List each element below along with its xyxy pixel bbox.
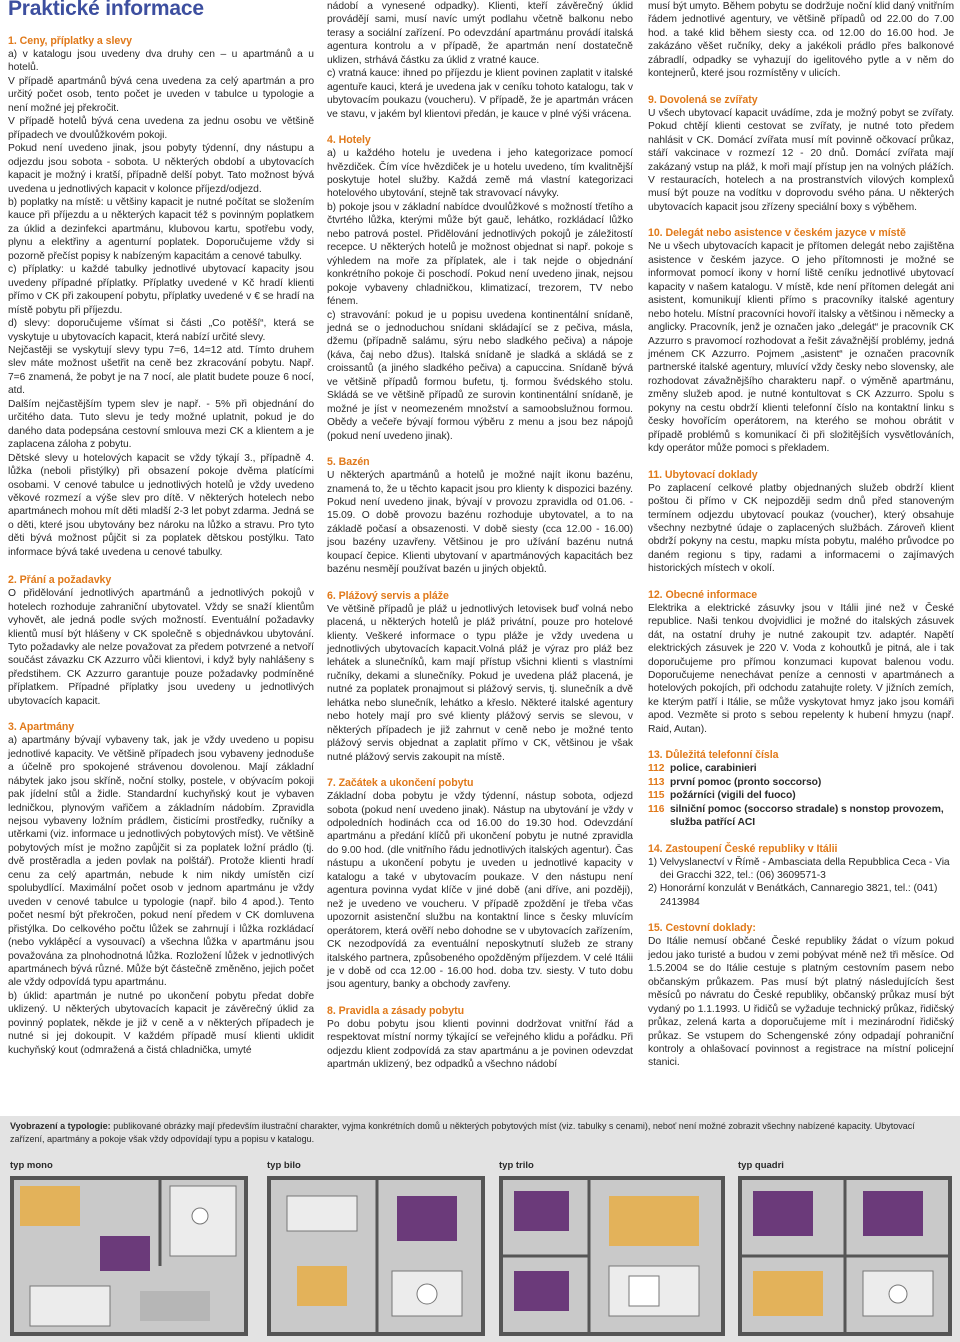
floor-plan-quadri bbox=[738, 1176, 952, 1336]
paragraph: U všech ubytovací kapacit uvádíme, zda je možný pobyt se zvířaty. Pokud chtějí klienti cestovat se zvířaty, je nutné toto předem nahlásit v CK. Domácí zvířata musí mít povinně očkovací průkaz, stáří vakcinace v rozmezí 12 - 20 dnů. Domácí zvířata mají zakázaný vstup na pláž, k moři mají přístup jen na volných plážích. V restauracích, hotelech a na prostranstvích vilových komplexů musí být pouze na vodítku v doprovodu svého pána. U některých ubytovacích kapacit jsou zřízeny speciální boxy s výběhem. bbox=[648, 107, 954, 213]
paragraph: 1) Velvyslanectví v Římě - Ambasciata della Repubblica Ceca - Via dei Gracchi 322, tel.: (06) 3609571-3 bbox=[648, 856, 950, 882]
paragraph: Po dobu pobytu jsou klienti povinni dodržovat vnitřní řád a respektovat místní normy týkající se veřejného klidu a pořádku. Při odjezdu klient zodpovídá za stav apartmánu a je povinen odevzdat apartmán uklizený, bez odpadků a všechno nádobí bbox=[327, 1018, 633, 1071]
paragraph: Nejčastěji se vyskytují slevy typu 7=6, 14=12 atd. Tímto druhem slev máte možnost ušetřit na ceně bez zkracování pobytu. Např. 7=6 znamená, že pobyt je na 7 nocí, ale platit budete pouze 6 nocí, atd. bbox=[8, 344, 314, 397]
phone-number: 116 bbox=[648, 803, 665, 815]
floor-plan-trilo-image bbox=[499, 1176, 725, 1336]
phone-item bbox=[648, 776, 954, 789]
column-2 bbox=[327, 0, 633, 1072]
heading-general: 12. Obecné informace bbox=[648, 588, 758, 601]
paragraph: V případě hotelů bývá cena uvedena za jednu osobu ve většině případech ve dvoulůžkovém pokoji. bbox=[8, 116, 314, 141]
paragraph: musí být umyto. Během pobytu se dodržuje noční klid daný vnitřním řádem jednotlivé agentury, ve většině případů od 22.00 do 7.00 hod. a také klid během siesty cca. od 12.00 do 16.00 hod. Je zakázáno věšet ručníky, deky a jakékoli prádlo přes balkonové zábradlí, odpadky se vyhazují do igelitového pytle a v něm do kontejnerů, které jsou rozmístěny v ulicích. bbox=[648, 1, 954, 80]
floor-plan-trilo bbox=[499, 1176, 725, 1336]
footnote-bold: Vyobrazení a typologie: bbox=[10, 1121, 111, 1131]
heading-hotels: 4. Hotely bbox=[327, 134, 371, 147]
heading-pool: 5. Bazén bbox=[327, 456, 370, 469]
heading-phones: 13. Důležitá telefonní čísla bbox=[648, 749, 779, 762]
paragraph: c) příplatky: u každé tabulky jednotlivé ubytovací kapacity jsou uvedeny případné příplatky. Příplatky uvedené v Kč hradí klienti přímo v CK při zakoupení pobytu, příplatky uvedené v € se hradí na místě pobytu při příjezdu. bbox=[8, 264, 314, 316]
paragraph: a) v katalogu jsou uvedeny dva druhy cen – u apartmánů a u hotelů. bbox=[8, 49, 314, 74]
paragraph: 2) Honorární konzulát v Benátkách, Cannaregio 3821, tel.: (041) 2413984 bbox=[648, 883, 938, 908]
plan-label-quadri: typ quadri bbox=[738, 1160, 784, 1171]
paragraph: a) apartmány bývají vybaveny tak, jak je vždy uvedeno u popisu jednotlivé kapacity. Ve většině případech jsou vybaveny jednoduše a účelně pro spokojené strávenou dovolenou. Mají základní nábytek jako jsou skříně, noční stolky, postele, v obývacím pokoji pak jídelní stůl a židle. Standardní kuchyňský kout je vybaven ledničkou, plynovým vařičem a základním nádobím. Zpravidla nejsou vybaveny ložním prádlem, čisticími prostředky, ručníky a utěrkami (viz. informace u jednotlivých pobytových míst). Ve většině pobytových míst je možno zapůjčit si za poplatek ložní prádlo (tj. dvě prostěradla a jeden povlak na polštář). Protože klienti hradí cenu za celý apartmán, nebude k nim nikdy umístěn cizí spolubydlící. Maximální počet osob v jednom apartmánu je vždy uveden v cenové tabulce u typologie (např. bilo 4 apod.). Tento počet nesmí být překročen, pokud není předem v CK domluvena přistýlka. Do celkového počtu lůžek se zahrnují i lůžka rozkládací (nebo vyklápěcí a vysouvací) a všechna lůžka v apartmánu jsou považována za plnohodnotná lůžka. Rozložení lůžek v jednotlivých apartmánech bývá různé. Může být částečně změněno, jejich počet ale vždy odpovídá typu apartmánu. bbox=[8, 735, 314, 989]
footnote-text: publikované obrázky mají především ilustrační charakter, vyjma konkrétních domů u některých pobytových míst (viz. tabulky s cenami), neboť není možné zobrazit všechny nabízené kapacity. Ubytovací zařízení, apartmány a pokoje však vždy odpovídají typu a popisu v katalogu. bbox=[10, 1121, 915, 1144]
column-1 bbox=[8, 34, 314, 1057]
heading-apartments: 3. Apartmány bbox=[8, 721, 75, 734]
heading-documents: 11. Ubytovací doklady bbox=[648, 468, 758, 481]
paragraph: Ne u všech ubytovacích kapacit je přítomen delegát nebo zajištěna asistence v českém jazyce. O jeho přítomnosti je možné se informovat pomocí ikony v horní liště ceníku jednotlivé ubytovací kapacity v našem katalogu. V místě, kde není přítomen delegát ani asistent, komunikují klienti přímo s pracovníky italské agentury nebo hotelu. Místní pracovníci hovoří italsky a většinou i německy a anglicky. Pracovník, jenž je označen jako „delegát“ je pracovník CK Azzurro s pravomocí rozhodovat a řešit závažnější problémy, jedná jménem CK Azzurro. Pojmem „asistent“ je označen pracovník partnerské italské agentury, mluvící vždy česky nebo slovensky, ale rozhodovat závažnějšího charakteru např. o výměně apartmánu, změny služeb apod. je nutné kontultovat s CK Azzurro. Spolu s pokyny na cestu obdrží klienti telefonní číslo na kontaktní linku s česky hovořícím operátorem, na kterého se mohou obrátit v případě problémů s komunikací či při složitějších vysvětlováních, kdy operátor může pomoci s překladem. bbox=[648, 241, 954, 455]
paragraph: Elektrika a elektrické zásuvky jsou v Itálii jiné než v České republice. Naši tenkou dvojvidlici je možné do italských zásuvek dát, na ostatní druhy je nutné zakoupit tzv. adaptér. Napětí elektrických zásuvek je 220 V. Voda z kohoutků je pitná, ale i tak doporučujeme pro přímou konzumaci kupovat balenou vodu. Doporučujeme nenechávat peníze a cennosti v apartmánech a hotelových pokojích, při odchodu zatahujte rolety. V jižních zemích, ke kterým patří i Itálie, se může vyskytovat hmyz jako jsou komáři apod. Vezměte si proto s sebou repelenty k hubení hmyzu (např. Raid, Autan). bbox=[648, 602, 954, 735]
phone-label: požárníci (vigili del fuoco) bbox=[670, 790, 796, 802]
paragraph: Ve většině případů je pláž u jednotlivých letovisek buď volná nebo placená, u některých hotelů je pláž privátní, pouze pro hotelové klienty. Veškeré informace o typu pláže je vždy uvedena u jednotlivých ubytovacích kapacit.Volná pláž je výraz pro pláž bez lehátek a slunečníků, kam mají přístup všichni klienti s vlastními ručníky, dekami a slunečníky. Pokud je uvedena pláž placená, je nutné za poplatek pronajmout si plážový servis, tj. slunečník a dvě lehátka nebo slunečník, lehátko a křeslo. Některé italské agentury nebo hotely mají pro své klienty plážový servis se slevou, v některých případech je již zahrnut v ceně nebo je možné tento plážový servis objednat a zaplatit přímo v CK, většinou je však nutné plážový servis zakoupit na místě. bbox=[327, 603, 633, 763]
floor-plan-mono bbox=[10, 1176, 248, 1336]
plan-label-bilo: typ bilo bbox=[267, 1160, 301, 1171]
heading-stay-start-end: 7. Začátek a ukončení pobytu bbox=[327, 777, 474, 790]
heading-pets: 9. Dovolená se zvířaty bbox=[648, 93, 758, 106]
phone-label: silniční pomoc (soccorso stradale) s nonstop provozem, služba patřící ACI bbox=[670, 803, 944, 829]
heading-travel-docs: 15. Cestovní doklady: bbox=[648, 922, 756, 935]
phone-label: první pomoc (pronto soccorso) bbox=[670, 776, 822, 788]
heading-rules: 8. Pravidla a zásady pobytu bbox=[327, 1004, 465, 1017]
floor-plan-mono-image bbox=[10, 1176, 248, 1336]
plan-label-mono: typ mono bbox=[10, 1160, 53, 1171]
footnote bbox=[10, 1120, 950, 1145]
heading-embassy: 14. Zastoupení České republiky v Itálii bbox=[648, 842, 838, 855]
heading-prices: 1. Ceny, příplatky a slevy bbox=[8, 35, 132, 47]
phone-item bbox=[648, 803, 954, 830]
paragraph: nádobí a vynesené odpadky). Klienti, kteří závěrečný úklid provádějí sami, musí navíc umýt podlahu včetně balkonu nebo terasy a sociální zařízení. Po odevzdání apartmánu provádí italská agentura kontrolu a v případě, že apartmán není dostatečně uklizen, strhává částku za úklid z vratné kauce. bbox=[327, 1, 633, 66]
paragraph: b) poplatky na místě: u většiny kapacit je nutné počítat se složením kauce při příjezdu a u některých kapacit též s povinným poplatkem za úklid a dezinfekci apartmánu, klubovou kartu, spotřebu vody, plynu a elektřiny a agenturní poplatek. Doporučujeme vždy si pozorně přečíst popisy k nabízeným kapacitám a cenové tabulky. bbox=[8, 196, 314, 262]
floor-plan-bilo bbox=[267, 1176, 485, 1336]
phone-number: 113 bbox=[648, 776, 665, 788]
paragraph: d) slevy: doporučujeme všímat si části „Co potěší“, která se vyskytuje u ubytovacích kapacit, která nabízí určité slevy. bbox=[8, 318, 314, 343]
paragraph: Dětské slevy u hotelových kapacit se vždy týkají 3., případně 4. lůžka (neboli přistýlky) při obsazení pokoje dvěma platícími osobami. V cenové tabulce u jednotlivých hotelů je vždy uvedeno věkové rozmezí a výše slev pro dítě. V některých hotelech nebo apartmánech mohou mít děti mladší 2-3 let pobyt zdarma. Jedná se o děti, které jsou ubytovány bez nároku na lůžko a stravu. Pro tyto děti bývá možnost půjčit si za poplatek dětskou postýlku. Tato informace bývá také uvedena u cenové tabulky. bbox=[8, 452, 314, 558]
paragraph: O přidělování jednotlivých apartmánů a jednotlivých pokojů v hotelech rozhoduje zahraniční ubytovatel. Vždy se snaží klientům vyhovět, ale jedná podle svých možností. Eventuální požadavky klientů musí být hlášeny v CK společně s objednávkou ubytování. Tyto požadavky ale nelze považovat za předem potvrzené a netvoří součást závazku CK Azzurro vůči klientovi, i když byly nahlášeny s předstihem. CK Azzurro garantuje pouze požadavky podmíněné příplatkem. Případné příplatky jsou uvedeny u jednotlivých ubytovacích kapacit. bbox=[8, 588, 314, 707]
paragraph: Základní doba pobytu je vždy týdenní, nástup sobota, odjezd sobota (pokud není uvedeno jinak). Nástup na ubytování je vždy v odpoledních hodinách cca od 16.00 do 19.30 hod. Odevzdání apartmánu a předání klíčů při ukončení pobytu je nutné zpravidla do 9.00 hod. (dle vnitřního řádu jednotlivých italských agentur). Čas nástupu a ukončení pobytu je uveden u jednotlivé kapacity v katalogu a také v ubytovacím poukaze. V den nástupu není agentura povinna vydat klíče v jiné době (ani dříve, ani později), než je uvedeno ve voucheru. V případě zpoždění je třeba včas upozornit asistenční službu na kontaktní lince s česky mluvícím operátorem, která ověří nebo dohodne se v ubytovacích zařízením, CK nezodpovídá za eventuální neposkytnutí služeb ze strany italského partnera, způsobeného opožděným příjezdem. V celé Itálii je v době od cca 12.00 - 16.00 hod. doba tzv. siesty. V tuto dobu jsou agentury, banky a obchody zavřeny. bbox=[327, 791, 633, 991]
phone-number: 115 bbox=[648, 790, 665, 802]
floor-plan-quadri-image bbox=[738, 1176, 952, 1336]
paragraph: c) stravování: pokud je u popisu uvedena kontinentální snídaně, jedná se o jednoduchou snídani skládající se z pečiva, másla, džemu (případně salámu, sýru nebo sladkého pečiva) a nápoje (káva, čaj nebo džus). Italská snídaně je sladká a skládá se z croissantů (a jiného sladkého pečiva) a capuccina. Snídaně bývá ve většině případů formou bufetu, tj. formou švédského stolu. Skládá se ve většině případů ze surovin kontinentální snídaně, je možné je jíst v neomezeném množství a samoobslužnou formou. Obědy a večeře bývají formou výběru z menu a jsou bez nápojů (pokud není uvedeno jinak). bbox=[327, 309, 633, 442]
paragraph: b) úklid: apartmán je nutné po ukončení pobytu předat dobře uklizený. U některých ubytovacích kapacit je závěrečný úklid za povinný poplatek, někde je již v ceně a v některých případech je nutné si jej dokoupit. V každém případě musí klienti uklidit kuchyňský kout (odmražená a čistá chladnička, umyté bbox=[8, 990, 314, 1056]
page-title: Praktické informace bbox=[8, 0, 204, 20]
paragraph: Pokud není uvedeno jinak, jsou pobyty týdenní, dny nástupu a odjezdu jsou sobota - sobota. U některých období a ubytovacích kapacit je možný i kratší, případně delší pobyt. Tato možnost bývá uvedena u jednotlivých kapacit v kolonce příjezd/odjezd. bbox=[8, 143, 314, 195]
paragraph: V případě apartmánů bývá cena uvedena za celý apartmán a pro určitý počet osob, tento počet je uveden v tabulce u typologie a není možné jej překročit. bbox=[8, 75, 314, 114]
paragraph: b) pokoje jsou v základní nabídce dvoulůžkové s možností třetího a čtvrtého lůžka, kterými může být gauč, lehátko, rozkládací lůžko nebo patrová postel. Přidělování jednotlivých pokojů je záležitostí recepce. U některých hotelů je možnost objednat si např. pokoje s výhledem na moře za příplatek, ale i tak nejde o objednání konkrétního pokoje či poschodí. Pokud není uvedeno jinak, nejsou pokoje vybaveny chladničkou, klimatizací, trezorem, TV nebo fénem. bbox=[327, 201, 633, 308]
phone-item bbox=[648, 762, 954, 775]
paragraph: U některých apartmánů a hotelů je možné najít ikonu bazénu, znamená to, že u těchto kapacit jsou pro klienty k dispozici bazény. Pokud není uvedeno jinak, bývají v provozu zpravidla od 01.06. - 15.09. O době provozu bazénu rozhoduje ubytovatel, a to na základě počasí a obsazenosti. V době siesty (cca 12.00 - 16.00) jsou bazény uzavřeny. Většinou je pro užívání bazénu nutná koupací čepice. Klienti ubytovaní v apartmánových kapacitách bez bazénu nesmějí používat bazén u jiných objektů. bbox=[327, 470, 633, 576]
phone-label: police, carabinieri bbox=[670, 763, 757, 775]
phone-list bbox=[648, 762, 954, 829]
paragraph: Dalším nejčastějším typem slev je např. - 5% při objednání do určitého data. Tuto slevu je tedy možné uplatnit, pokud je do daného data podepsána cestovní smlouva mezi CK a klientem a je zaplacena záloha z pobytu. bbox=[8, 398, 314, 451]
phone-item bbox=[648, 789, 954, 802]
heading-delegate: 10. Delegát nebo asistence v českém jazyce v místě bbox=[648, 227, 906, 240]
heading-beach: 6. Plážový servis a pláže bbox=[327, 589, 449, 602]
floor-plan-bilo-image bbox=[267, 1176, 485, 1336]
paragraph: a) u každého hotelu je uvedena i jeho kategorizace pomocí hvězdiček. Čím více hvězdiček je u hotelu uvedeno, tím kvalitnější poskytuje hotel služby. Každá země má vlastní kategorizaci hotelového ubytování, stejně tak stravovací návyky. bbox=[327, 148, 633, 200]
paragraph: Po zaplacení celkové platby objednaných služeb obdrží klient poštou či přímo v CK nejpozději sedm dnů před stanoveným termínem odjezdu ubytovací poukaz (voucher), který obsahuje všechny nezbytné údaje o zaplacených službách. Zároveň klient obdrží pokyny na cestu, mapku místa pobytu, malého průvodce po daném regionu s tipy, radami a informacemi o zajímavých historických místech v okolí. bbox=[648, 482, 954, 575]
heading-wishes: 2. Přání a požadavky bbox=[8, 574, 112, 587]
paragraph: c) vratná kauce: ihned po příjezdu je klient povinen zaplatit v italské agentuře kauci, která je uvedena jak v ceníku tohoto katalogu, tak v ubytovacím poukazu (voucheru). V případě, že je apartmán vrácen ve stavu, v jakém byl klientovi předán, je kauce v plné výši vrácena. bbox=[327, 68, 633, 120]
plan-label-trilo: typ trilo bbox=[499, 1160, 534, 1171]
phone-number: 112 bbox=[648, 763, 665, 775]
column-3 bbox=[648, 0, 954, 1070]
paragraph: Do Itálie nemusí občané České republiky žádat o vízum pokud jedou jako turisté a budou v zemi pobývat méně než tři měsíce. Od 1.5.2004 se do Itálie cestuje s platným cestovním pasem nebo občanským průkazem. Pas musí být platný následujících šest měsíců po návratu do České republiky, občanský průkaz musí být vydaný po 1.1.1993. U řidičů se vyžaduje technický průkaz, řidičský průkaz, zelená karta a doporučujeme mít i mezinárodní řidičský průkaz. Se vstupem do Schengenské zóny odpadají pohraniční kontroly a ohlašovací povinnost a registrace na místní policejní stanici. bbox=[648, 936, 954, 1069]
